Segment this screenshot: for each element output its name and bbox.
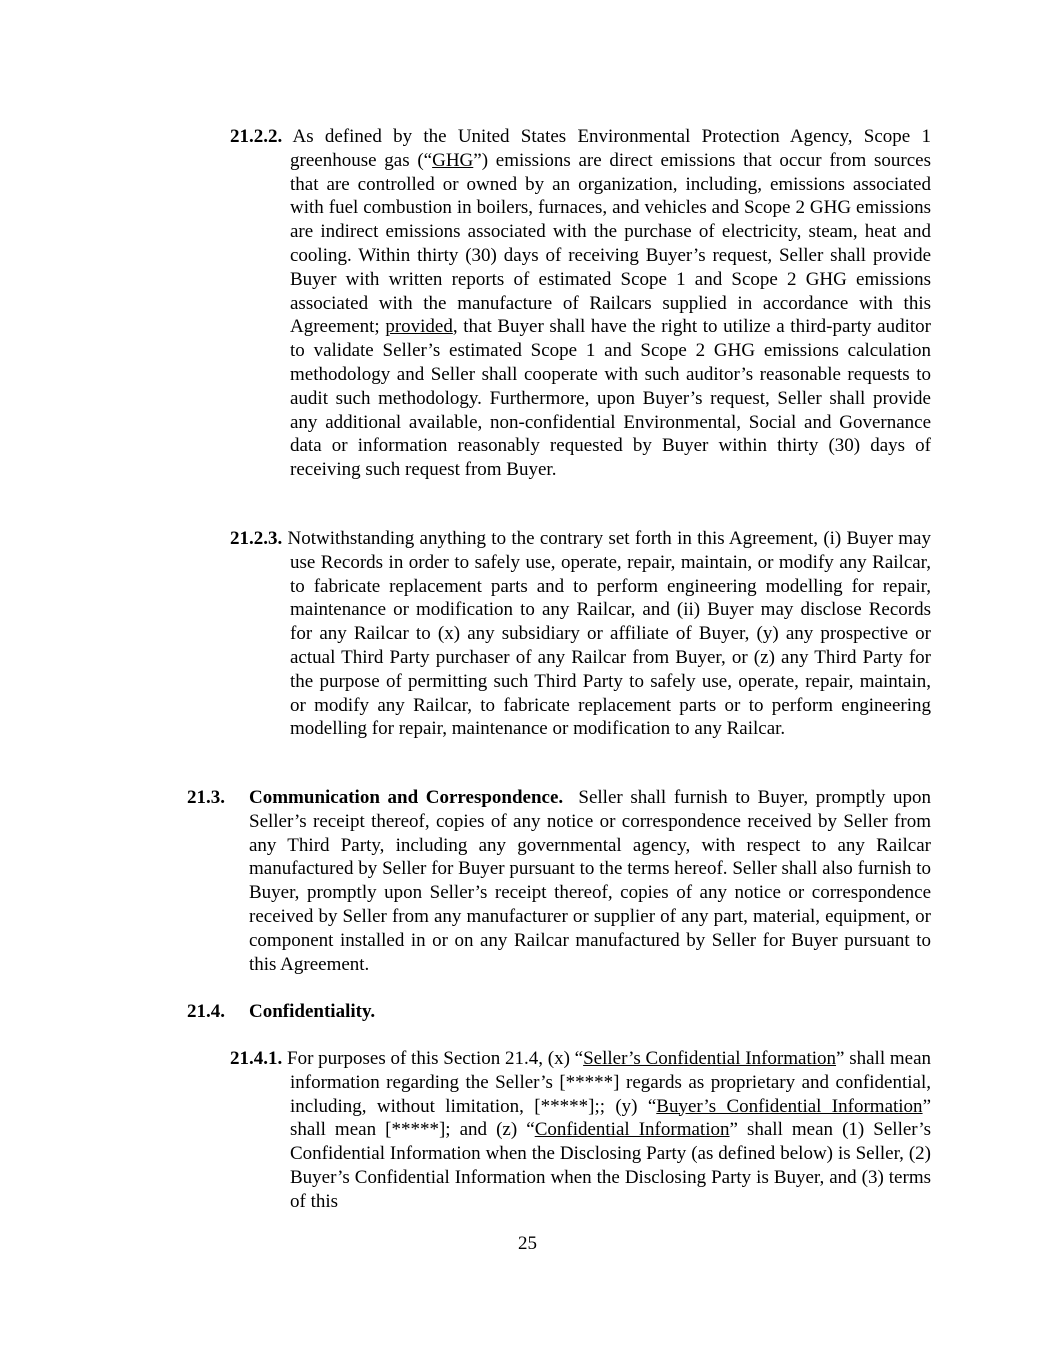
paragraph-text: ” shall mean [*****]; and (z) “ <box>290 1095 931 1141</box>
defined-term-confidential-information: Confidential Information <box>534 1119 730 1141</box>
defined-term-sellers-confidential-information: Seller’s Confidential Information <box>583 1048 837 1069</box>
paragraph-text: For purposes of this Section 21.4, (x) “ <box>287 1048 584 1069</box>
section-heading: Communication and Correspondence. <box>249 787 564 808</box>
paragraph-number: 21.4.1. <box>230 1048 283 1069</box>
section-21-3 <box>187 786 931 976</box>
paragraph-text: ”) emissions are direct emissions that occur from sources that are controlled or owned by an organization, including, emissions associated with fuel combustion in boilers, furnaces, and vehicles and Scope 2 GHG emissions are indirect emissions associated with the purchase of electricity, steam, heat and cooling. Within thirty (30) days of receiving Buyer’s request, Seller shall provide Buyer with written reports of estimated Scope 1 and Scope 2 GHG emissions associated with the manufacture of Railcars supplied in accordance with this Agreement; <box>290 149 931 338</box>
section-21-4 <box>187 1000 931 1024</box>
paragraph-text: Notwithstanding anything to the contrary set forth in this Agreement, (i) Buyer may use Records in order to safely use, operate, repair, maintain, or modify any Railcar, to fabricate replacement parts and to perform engineering modelling for repair, maintenance or modification to any Railcar, and (ii) Buyer may disclose Records for any Railcar to (x) any subsidiary or affiliate of Buyer, (y) any prospective or actual Third Party purchaser of any Railcar from Buyer, or (z) any Third Party for the purpose of permitting such Third Party to safely use, operate, repair, maintain, or modify any Railcar, to fabricate replacement parts or to perform engineering modelling for repair, maintenance or modification to any Railcar. <box>287 528 931 740</box>
section-number: 21.3. <box>187 787 225 808</box>
section-heading: Confidentiality. <box>249 1001 376 1022</box>
section-text: Seller shall furnish to Buyer, promptly upon Seller’s receipt thereof, copies of any notice or correspondence received by Seller from any Third Party, including any governmental agency, with respect to any Railcar manufactured by Seller for Buyer pursuant to the terms hereof. Seller shall also furnish to Buyer, promptly upon Seller’s receipt thereof, copies of any notice or correspondence received by Seller from any manufacturer or supplier of any part, material, equipment, or component installed in or on any Railcar manufactured by Seller for Buyer pursuant to this Agreement. <box>249 787 931 975</box>
defined-term-ghg: GHG <box>432 149 474 171</box>
page-number: 25 <box>518 1233 537 1254</box>
paragraph-21-2-2 <box>230 125 931 482</box>
section-number: 21.4. <box>187 1001 225 1022</box>
paragraph-text: As defined by the United States Environmental Protection Agency, Scope 1 greenhouse gas (“ <box>290 126 931 171</box>
defined-term-buyers-confidential-information: Buyer’s Confidential Information <box>656 1095 923 1117</box>
paragraph-text: , that Buyer shall have the right to utilize a third-party auditor to validate Seller’s estimated Scope 1 and Scope 2 GHG emissions calculation methodology and Seller shall cooperate with such auditor’s reasonable requests to audit such methodology. Furthermore, upon Buyer’s request, Seller shall provide any additional available, non-confidential Environmental, Social and Governance data or information reasonably requested by Buyer within thirty (30) days of receiving such request from Buyer. <box>290 316 931 481</box>
provided-term: provided <box>385 316 453 338</box>
paragraph-text: ” shall mean (1) Seller’s Confidential Information when the Disclosing Party (as defined below) is Seller, (2) Buyer’s Confidential Information when the Disclosing Party is Buyer, and (3) terms of this <box>290 1119 932 1212</box>
paragraph-21-4-1 <box>230 1047 931 1214</box>
paragraph-number: 21.2.3. <box>230 528 283 549</box>
paragraph-text: ” shall mean information regarding the Seller’s [*****] regards as proprietary and confidential, including, without limitation, [*****];; (y) “ <box>290 1048 931 1117</box>
paragraph-21-2-3 <box>230 527 931 741</box>
paragraph-number: 21.2.2. <box>230 126 283 147</box>
